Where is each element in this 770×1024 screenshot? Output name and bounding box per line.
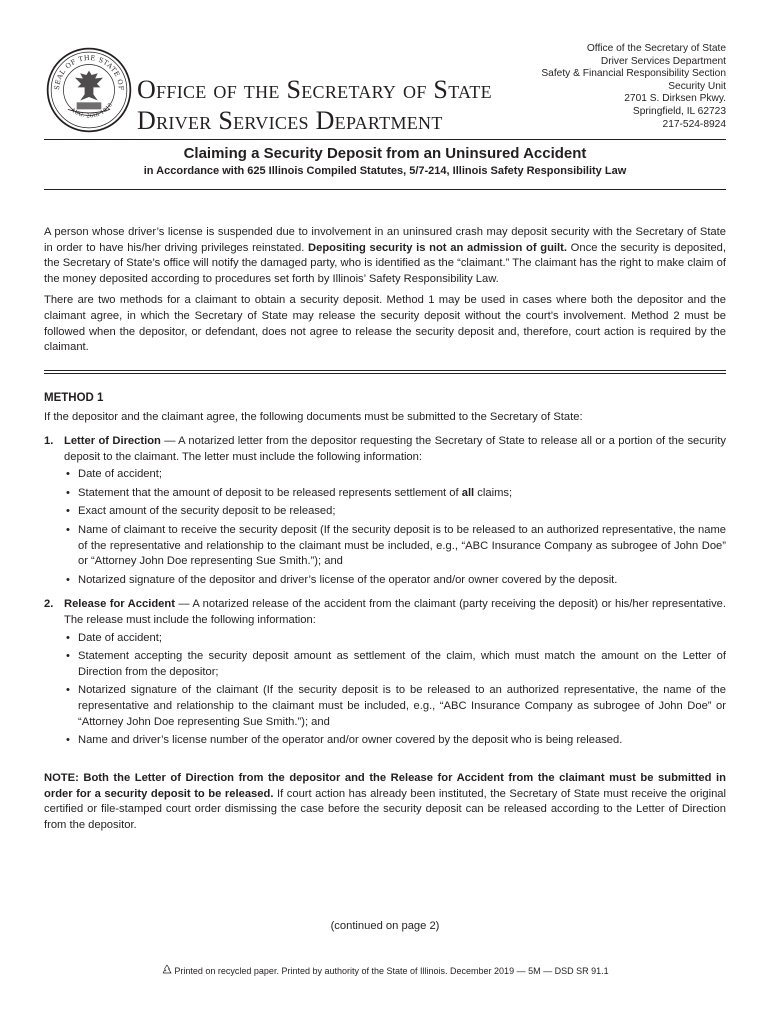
bullet-item: • Notarized signature of the claimant (If the security deposit is to be released to an authorized representative, the name of the representative and relationship to the claimant must be included, e.g., “ABC Insurance Company as subrogee of John Doe” or “Attorney John Doe representing Sue Smith.”); and xyxy=(64,683,726,730)
bullet-item: • Statement accepting the security deposit amount as settlement of the claim, which must match the amount on the Letter of Direction from the depositor; xyxy=(64,649,726,680)
emphasis-text: Depositing security is not an admission of guilt. xyxy=(308,241,567,254)
continued-notice: (continued on page 2) xyxy=(330,920,440,932)
text-run: A person whose driver’s license is suspended due to involvement in an uninsured crash may deposit security with the Secretary of State in order to have his/her driving privileges reinstated. xyxy=(44,226,726,254)
department-title: Driver Services Department xyxy=(137,106,443,135)
address-line: Office of the Secretary of State xyxy=(586,43,726,54)
address-line: Driver Services Department xyxy=(600,55,726,67)
bullet-item xyxy=(64,486,726,502)
bullet-item: • Date of accident; xyxy=(64,467,726,483)
svg-text:AUG. 26th 1818: AUG. 26th 1818 xyxy=(69,102,115,120)
note-emphasis: NOTE: Both the Letter of Direction from the depositor and the Release for Accident from the claimant must be submitted in order for a security deposit to be released. xyxy=(44,772,726,800)
bullet-item: • Notarized signature of the depositor and driver’s license of the operator and/or owner covered by the deposit. xyxy=(64,573,726,589)
emphasis-text: all xyxy=(461,486,475,499)
list-item-letter-of-direction xyxy=(44,434,726,588)
intro-paragraph-2: There are two methods for a claimant to obtain a security deposit. Method 1 may be used in cases where both the depositor and the claimant agree, in which the Secretary of State may release the security deposit without the court’s involvement. Method 2 must be followed when the depositor, or defendant, does not agree to release the security deposit and, therefore, court action is required by the claimant. xyxy=(44,294,726,354)
bullet-item: • Exact amount of the security deposit to be released; xyxy=(64,504,726,520)
bullet-list xyxy=(64,467,726,588)
text-run: claims; xyxy=(474,486,513,499)
state-seal-icon xyxy=(45,46,133,134)
recycle-icon xyxy=(161,964,173,976)
document-subtitle: in Accordance with 625 Illinois Compiled Statutes, 5/7-214, Illinois Safety Responsibility Law xyxy=(143,165,627,177)
bullet-item: • Name of claimant to receive the security deposit (If the security deposit is to be released to an authorized representative, the name of the representative and relationship to the claimant must be included, e.g., “ABC Insurance Company as subrogee of John Doe” or “Attorney John Doe representing Sue Smith.”); and xyxy=(64,523,726,570)
section-double-divider xyxy=(44,370,726,374)
item-text: — A notarized letter from the depositor requesting the Secretary of State to release all or a portion of the security deposit to the claimant. The letter must include the following information: xyxy=(64,435,726,463)
bullet-list xyxy=(64,631,726,749)
item-label: Letter of Direction xyxy=(64,435,161,447)
method-1-intro: If the depositor and the claimant agree, the following documents must be submitted to the Secretary of State: xyxy=(44,411,583,423)
item-text: — A notarized release of the accident from the claimant (party receiving the deposit) or his/her representative. The release must include the following information: xyxy=(64,598,726,626)
note-paragraph xyxy=(44,771,726,833)
address-phone: 217-524-8924 xyxy=(662,118,726,130)
state-seal-logo xyxy=(45,46,133,134)
bullet-item: • Date of accident; xyxy=(64,631,726,647)
list-item-release-for-accident xyxy=(44,597,726,748)
text-run: Statement that the amount of deposit to be released represents settlement of xyxy=(78,486,462,499)
address-line: Safety & Financial Responsibility Section xyxy=(541,68,726,80)
address-block xyxy=(541,43,726,131)
note-text: If court action has already been instituted, the Secretary of State must receive the original certified or file-stamped court order dismissing the case before the security deposit can be released according to the Letter of Direction from the depositor. xyxy=(44,787,726,831)
required-documents-list xyxy=(44,434,726,754)
method-1-heading: METHOD 1 xyxy=(44,392,104,404)
header-divider xyxy=(44,139,726,140)
address-line: 2701 S. Dirksen Pkwy. xyxy=(624,93,726,105)
page-footer xyxy=(0,964,770,976)
document-title: Claiming a Security Deposit from an Uninsured Accident xyxy=(183,145,587,162)
item-number: 1. xyxy=(44,435,54,447)
item-label: Release for Accident xyxy=(64,598,175,611)
bullet-item: • Name and driver’s license number of the operator and/or owner covered by the deposit who is being released. xyxy=(64,733,726,749)
intro-paragraph-1 xyxy=(44,225,726,287)
address-line: Security Unit xyxy=(668,80,726,92)
intro-section xyxy=(44,225,726,362)
item-number: 2. xyxy=(44,598,54,611)
footer-printed-text: Printed on recycled paper. Printed by authority of the State of Illinois. December 2019 — 5M — DSD SR 91.1 xyxy=(174,966,609,976)
text-run: Once the security is deposited, the Secretary of State’s office will notify the damaged party, who is identified as the “claimant.” The claimant has the right to make claim of the money deposited according to procedures set forth by Illinois’ Safety Responsibility Law. xyxy=(44,241,727,285)
address-line: Springfield, IL 62723 xyxy=(632,105,726,117)
svg-text:SEAL OF THE STATE OF ILLINOIS: SEAL OF THE STATE OF xyxy=(52,53,126,91)
office-title: Office of the Secretary of State xyxy=(137,75,492,104)
title-divider xyxy=(44,189,726,190)
